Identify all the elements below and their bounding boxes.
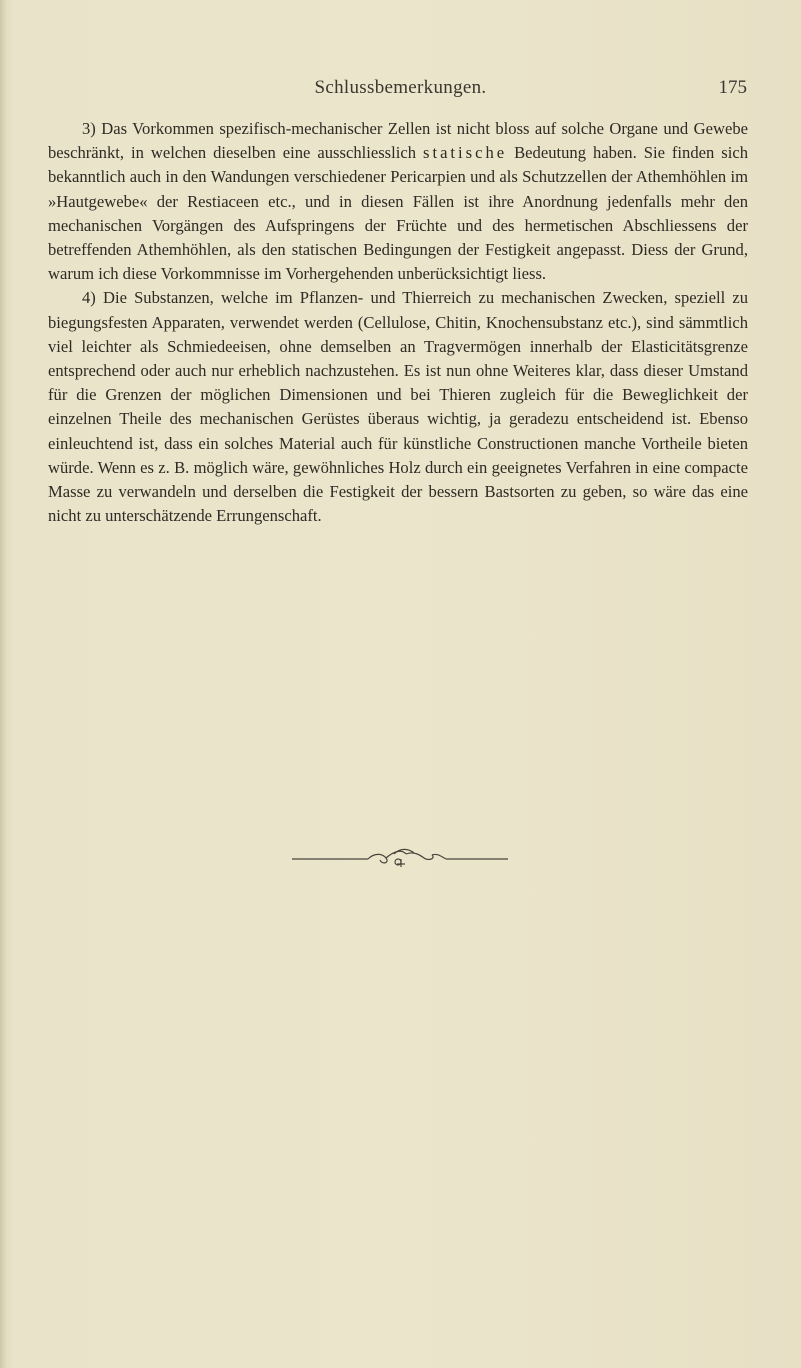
page-gutter-shadow	[0, 0, 6, 1368]
paragraph-4: 4) Die Substanzen, welche im Pflanzen- und Thierreich zu mechanischen Zwecken, speziell zu biegungsfesten Apparaten, verwendet werden (Cellulose, Chitin, Knochensubstanz etc.), sind sämmtlich viel leichter als Schmiedeeisen, ohne demselben an Tragvermögen innerhalb der Elasticitätsgrenze entsprechend oder auch nur erheblich nachzustehen. Es ist nun ohne Weiteres klar, dass dieser Umstand für die Grenzen der möglichen Dimensionen und bei Thieren zugleich für die Beweglichkeit der einzelnen Theile des mechanischen Gerüstes überaus wichtig, ja geradezu entscheidend ist. Ebenso einleuchtend ist, dass ein solches Material auch für künstliche Constructionen manche Vortheile bieten würde. Wenn es z. B. möglich wäre, gewöhnliches Holz durch ein geeignetes Verfahren in eine compacte Masse zu verwandeln und derselben die Festigkeit der bessern Bastsorten zu geben, so wäre das eine nicht zu unterschätzende Errungenschaft.	[48, 288, 748, 526]
page-number: 175	[718, 77, 747, 98]
body-text	[48, 117, 748, 528]
paragraph-3-emphasis: statische	[423, 143, 508, 163]
paragraph-3-text-after: Bedeutung haben. Sie finden sich bekanntlich auch in den Wandungen verschiedener Pericarpien und als Schutzzellen der Athemhöhlen im »Hautgewebe« der Restiaceen etc., und in diesen Fällen ist ihre Anordnung jedenfalls mehr den mechanischen Vorgängen des Aufspringens der Früchte und des hermetischen Abschliessens der betreffenden Athemhöhlen, als den statischen Bedingungen der Festigkeit angepasst. Diess der Grund, warum ich diese Vorkommnisse im Vorhergehenden unberücksichtigt liess.	[48, 143, 749, 284]
running-title: Schlussbemerkungen.	[314, 77, 487, 98]
page-header	[0, 77, 801, 107]
paragraph-3	[48, 117, 748, 286]
end-ornament-icon	[290, 845, 510, 869]
paragraph-3-text-before: 3) Das Vorkommen spezifisch-mechanischer Zellen ist nicht bloss auf solche Organe und Gewebe beschränkt, in welchen dieselben eine ausschliesslich	[48, 119, 748, 163]
